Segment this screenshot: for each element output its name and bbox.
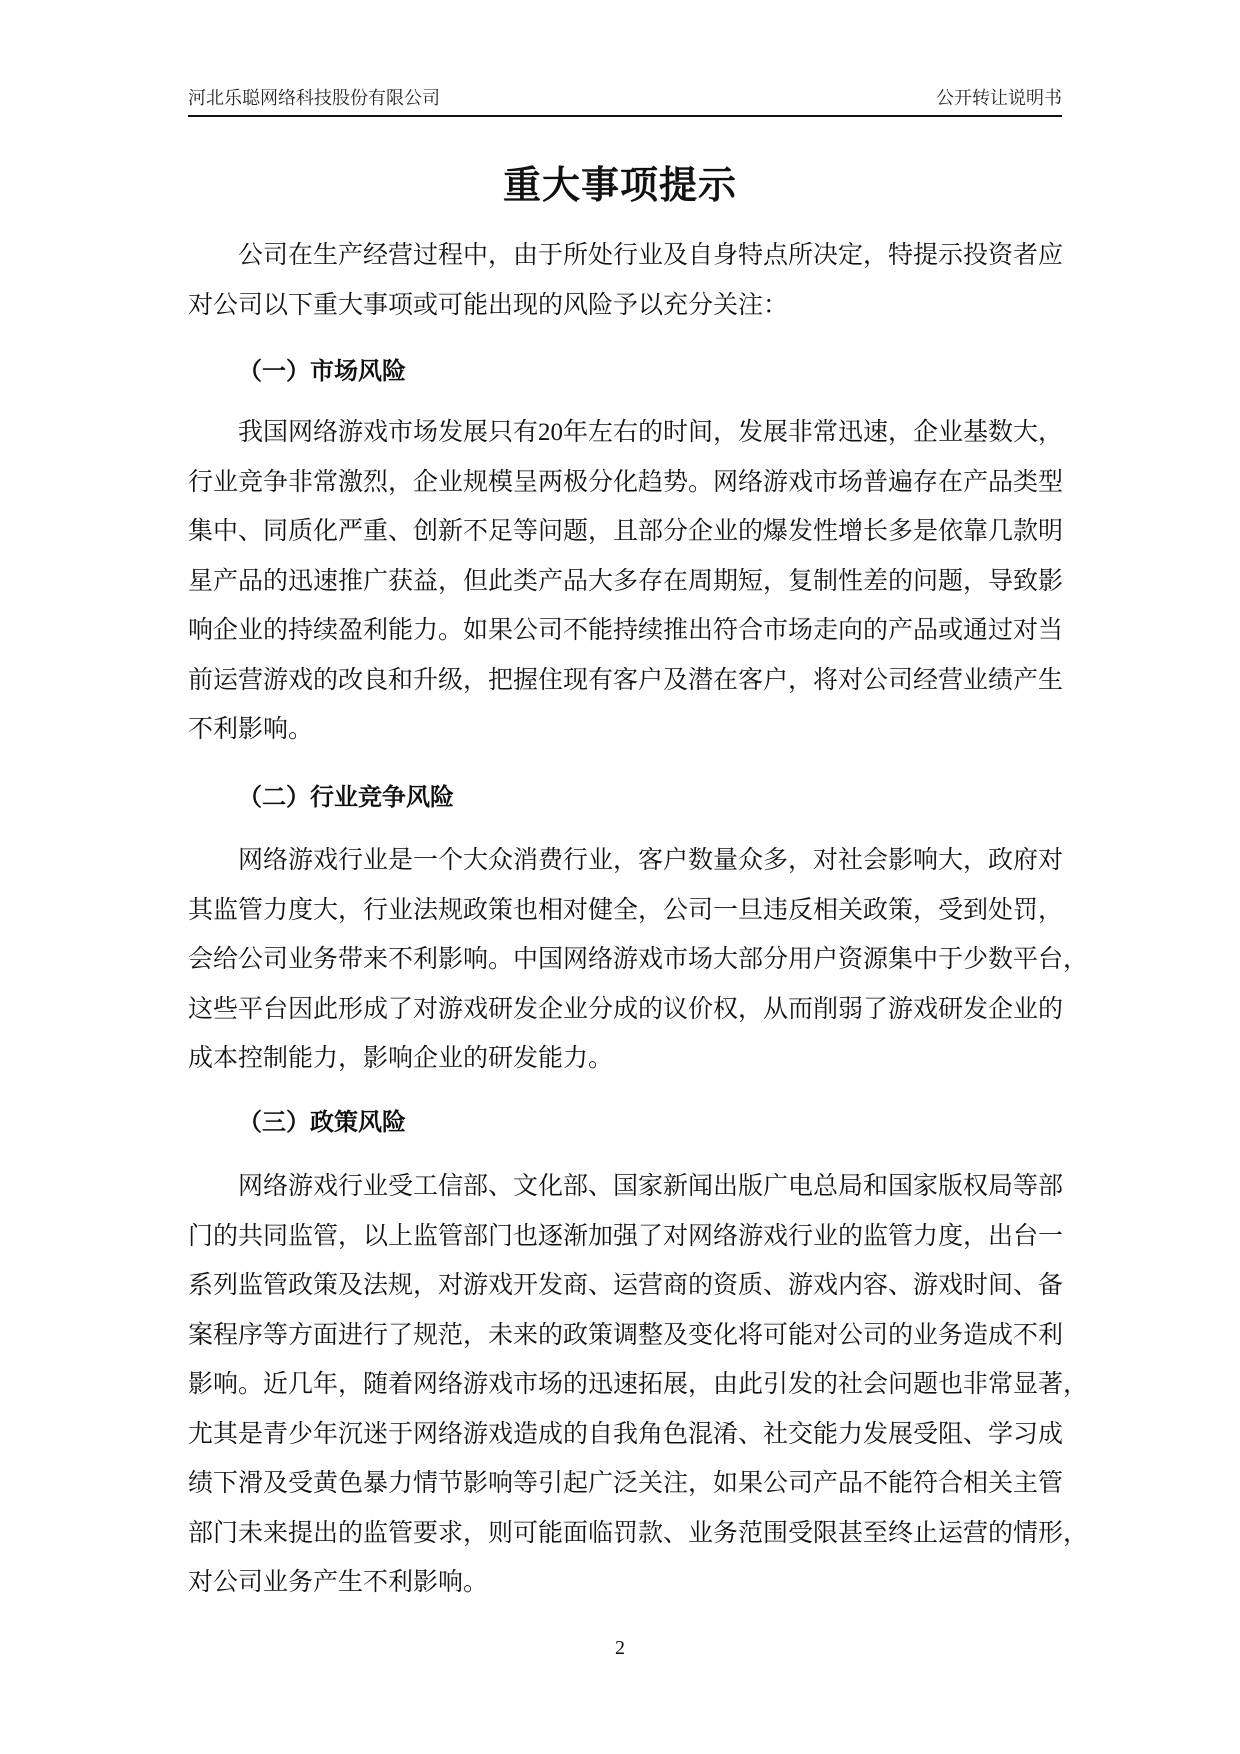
text-line: 公司在生产经营过程中，由于所处行业及自身特点所决定，特提示投资者应 [238, 242, 1064, 269]
header-divider [188, 115, 1062, 117]
text-line: 会给公司业务带来不利影响。中国网络游戏市场大部分用户资源集中于少数平台， [188, 946, 1089, 973]
text-line: 前运营游戏的改良和升级，把握住现有客户及潜在客户，将对公司经营业绩产生 [188, 666, 1064, 694]
competition-risk-paragraph [188, 836, 1089, 1084]
text-line: 这些平台因此形成了对游戏研发企业分成的议价权，从而削弱了游戏研发企业的 [188, 995, 1064, 1023]
text-line: 对公司业务产生不利影响。 [188, 1569, 489, 1596]
text-line: 行业竞争非常激烈，企业规模呈两极分化趋势。网络游戏市场普遍存在产品类型 [188, 468, 1064, 496]
header-company-name: 河北乐聪网络科技股份有限公司 [188, 88, 440, 108]
market-risk-paragraph [188, 408, 1062, 755]
text-line: 尤其是青少年沉迷于网络游戏造成的自我角色混淆、社交能力发展受阻、学习成 [188, 1420, 1064, 1448]
text-line: 响企业的持续盈利能力。如果公司不能持续推出符合市场走向的产品或通过对当 [188, 617, 1064, 644]
text-line: 系列监管政策及法规，对游戏开发商、运营商的资质、游戏内容、游戏时间、备 [188, 1272, 1064, 1299]
text-line: 其监管力度大，行业法规政策也相对健全，公司一旦违反相关政策，受到处罚， [188, 896, 1064, 924]
text-line: 网络游戏行业是一个大众消费行业，客户数量众多，对社会影响大，政府对 [238, 847, 1064, 874]
section-heading-policy-risk: （三）政策风险 [238, 1108, 406, 1136]
intro-paragraph [188, 231, 1062, 330]
section-heading-market-risk: （一）市场风险 [238, 357, 406, 385]
header-document-type: 公开转让说明书 [936, 88, 1062, 108]
text-line: 绩下滑及受黄色暴力情节影响等引起广泛关注，如果公司产品不能符合相关主管 [188, 1470, 1064, 1497]
policy-risk-paragraph [188, 1162, 1089, 1608]
page-title: 重大事项提示 [502, 163, 737, 207]
text-line: 我国网络游戏市场发展只有20年左右的时间，发展非常迅速，企业基数大， [238, 419, 1064, 446]
text-line: 门的共同监管，以上监管部门也逐渐加强了对网络游戏行业的监管力度，出台一 [188, 1222, 1064, 1250]
text-line: 影响。近几年，随着网络游戏市场的迅速拓展，由此引发的社会问题也非常显著， [188, 1371, 1089, 1398]
text-line: 案程序等方面进行了规范，未来的政策调整及变化将可能对公司的业务造成不利 [188, 1321, 1064, 1349]
text-line: 网络游戏行业受工信部、文化部、国家新闻出版广电总局和国家版权局等部 [238, 1173, 1064, 1200]
text-line: 集中、同质化严重、创新不足等问题，且部分企业的爆发性增长多是依靠几款明 [188, 518, 1064, 545]
text-line: 对公司以下重大事项或可能出现的风险予以充分关注： [188, 291, 789, 319]
text-line: 不利影响。 [188, 716, 314, 743]
text-line: 星产品的迅速推广获益，但此类产品大多存在周期短，复制性差的问题，导致影 [188, 567, 1064, 595]
section-heading-competition-risk: （二）行业竞争风险 [238, 783, 454, 811]
text-line: 成本控制能力，影响企业的研发能力。 [188, 1045, 614, 1072]
page-number: 2 [615, 1637, 625, 1659]
text-line: 部门未来提出的监管要求，则可能面临罚款、业务范围受限甚至终止运营的情形， [188, 1519, 1089, 1547]
